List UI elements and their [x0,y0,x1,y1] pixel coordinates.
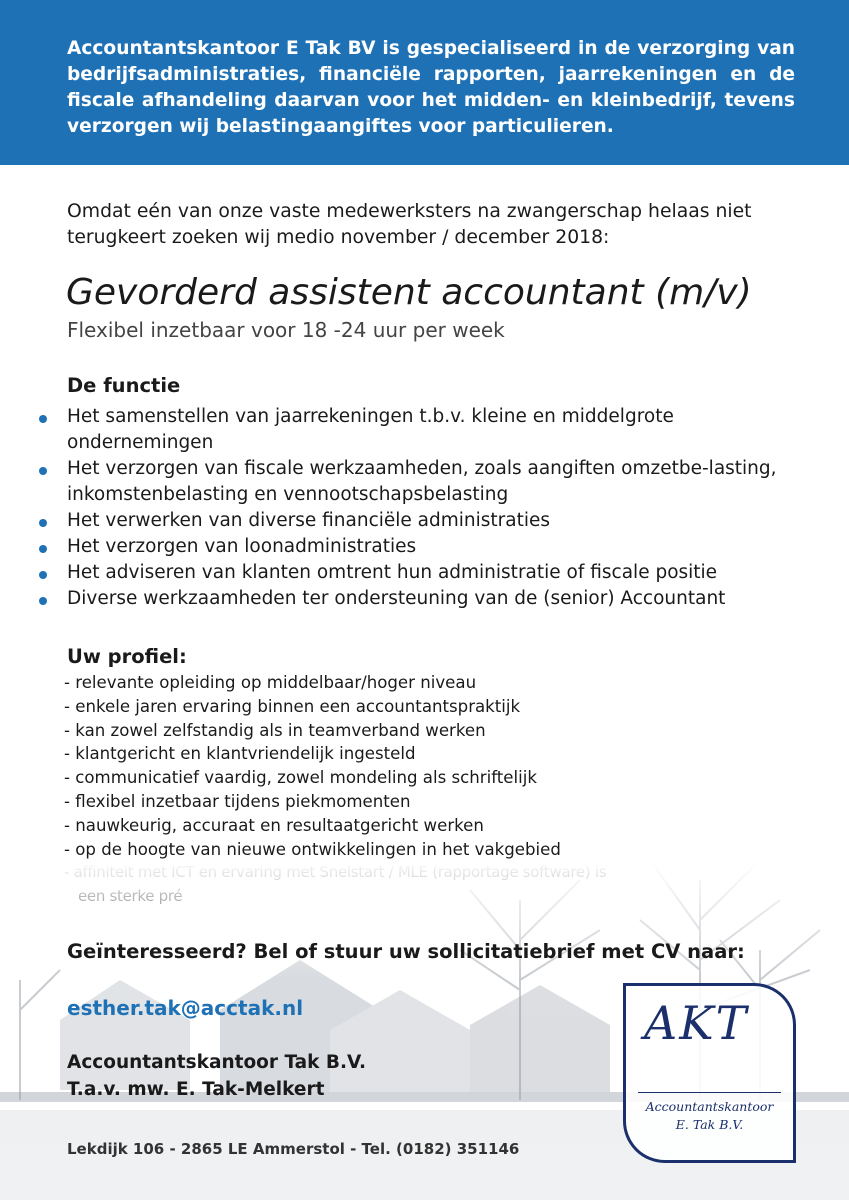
vacancy-intro: Omdat eén van onze vaste medewerksters na zwangerschap helaas niet terugkeert zoeken wij medio november / december 2018: [67,201,752,248]
bullet-icon [39,571,47,579]
email-link[interactable]: esther.tak@acctak.nl [67,996,304,1020]
bullet-icon [39,415,47,423]
call-to-action: Geïnteresseerd? Bel of stuur uw sollicitatiebrief met CV naar: [67,940,745,963]
header-banner [0,0,849,165]
bullet-icon [39,597,47,605]
job-title: Gevorderd assistent accountant (m/v) [66,272,752,313]
company-contact [67,1049,366,1103]
list-item: Diverse werkzaamheden ter ondersteuning van de (senior) Accountant [67,586,807,612]
list-item: Het samenstellen van jaarrekeningen t.b.v. kleine en middelgrote ondernemingen [67,404,807,456]
functie-heading: De functie [67,374,181,397]
list-item: - op de hoogte van nieuwe ontwikkelingen in het vakgebied [64,839,561,859]
list-item: Het adviseren van klanten omtrent hun administratie of fiscale positie [67,560,807,586]
contact-person: T.a.v. mw. E. Tak-Melkert [67,1079,325,1100]
job-subtitle: Flexibel inzetbaar voor 18 -24 uur per week [67,318,505,342]
list-item: Het verzorgen van fiscale werkzaamheden, zoals aangiften omzetbe-lasting, inkomstenbelasting en vennootschapsbelasting [67,456,807,508]
bullet-icon [39,467,47,475]
logo-monogram: AKT [644,996,749,1050]
profiel-heading: Uw profiel: [67,645,187,668]
company-intro-text: Accountantskantoor E Tak BV is gespecialiseerd in de verzorging van bedrijfsadministraties, financiële rapporten, jaarrekeningen en de fiscale afhandeling daarvan voor het midden- en kleinbedrijf, tevens verzorgen wij belastingaangiftes voor particulieren. [67,38,795,137]
company-logo [623,983,796,1163]
functie-list [67,404,807,612]
list-item: - relevante opleiding op middelbaar/hoger niveau [64,673,477,692]
company-address: Lekdijk 106 - 2865 LE Ammerstol - Tel. (0182) 351146 [67,1140,520,1158]
list-item: - klantgericht en klantvriendelijk ingesteld [64,744,416,764]
list-item: - nauwkeurig, accuraat en resultaatgericht werken [64,815,484,835]
logo-divider [638,1092,781,1093]
list-item: - kan zowel zelfstandig als in teamverband werken [64,720,486,740]
list-item: Het verzorgen van loonadministraties [67,534,807,560]
bullet-icon [39,519,47,527]
list-item: - enkele jaren ervaring binnen een accountantspraktijk [64,696,521,716]
list-item: - communicatief vaardig, zowel mondeling als schriftelijk [64,768,537,788]
list-item: Het verwerken van diverse financiële administraties [67,508,807,534]
bullet-icon [39,545,47,553]
list-item: - flexibel inzetbaar tijdens piekmomenten [64,791,411,811]
logo-caption: Accountantskantoor E. Tak B.V. [645,1099,774,1132]
company-name: Accountantskantoor Tak B.V. [67,1052,366,1073]
